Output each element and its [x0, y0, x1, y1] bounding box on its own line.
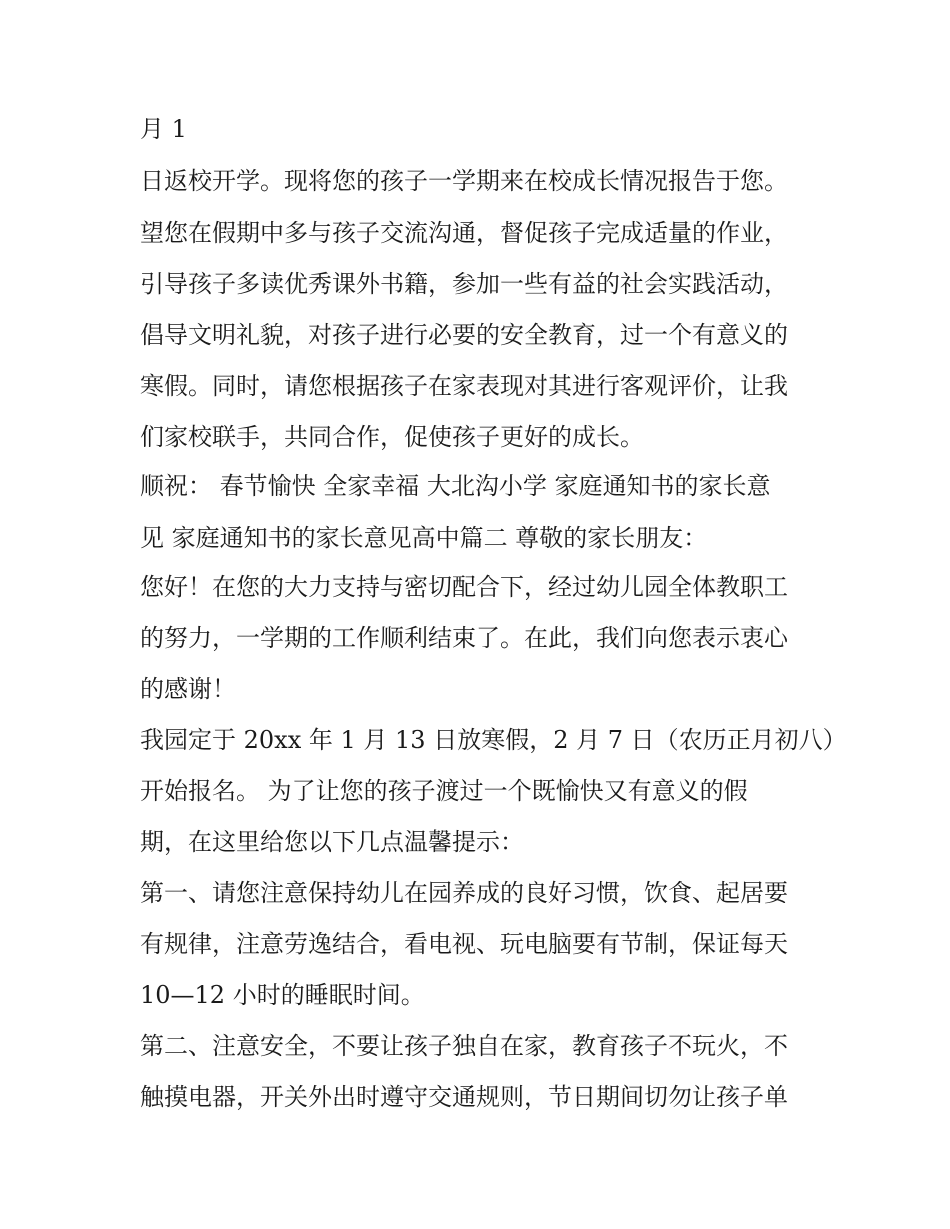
text-line: 第一、请您注意保持幼儿在园养成的良好习惯，饮食、起居要	[140, 879, 788, 907]
text-line: 的感谢！	[140, 675, 236, 703]
text-line: 有规律，注意劳逸结合，看电视、玩电脑要有节制，保证每天	[140, 930, 788, 958]
text-line: 望您在假期中多与孩子交流沟通，督促孩子完成适量的作业，	[140, 219, 788, 247]
text-line: 引导孩子多读优秀课外书籍，参加一些有益的社会实践活动，	[140, 270, 788, 298]
text-line: 顺祝： 春节愉快 全家幸福 大北沟小学 家庭通知书的家长意	[140, 472, 771, 500]
text-line: 的努力，一学期的工作顺利结束了。在此，我们向您表示衷心	[140, 624, 788, 652]
text-line: 月 1	[140, 115, 187, 143]
text-line: 开始报名。 为了让您的孩子渡过一个既愉快又有意义的假	[140, 777, 748, 805]
text-line: 见 家庭通知书的家长意见高中篇二 尊敬的家长朋友：	[140, 524, 708, 552]
text-line: 倡导文明礼貌，对孩子进行必要的安全教育，过一个有意义的	[140, 321, 788, 349]
text-line: 期，在这里给您以下几点温馨提示：	[140, 828, 524, 856]
text-line: 触摸电器，开关外出时遵守交通规则，节日期间切勿让孩子单	[140, 1083, 788, 1111]
text-line: 您好！在您的大力支持与密切配合下，经过幼儿园全体教职工	[140, 573, 788, 601]
text-line: 们家校联手，共同合作，促使孩子更好的成长。	[140, 423, 644, 451]
text-line: 日返校开学。现将您的孩子一学期来在校成长情况报告于您。	[140, 167, 788, 195]
text-line: 第二、注意安全，不要让孩子独自在家，教育孩子不玩火，不	[140, 1032, 788, 1060]
text-line: 10—12 小时的睡眠时间。	[140, 981, 425, 1009]
text-line: 寒假。同时，请您根据孩子在家表现对其进行客观评价，让我	[140, 372, 788, 400]
text-line: 我园定于 20xx 年 1 月 13 日放寒假，2 月 7 日（农历正月初八）	[140, 726, 847, 754]
